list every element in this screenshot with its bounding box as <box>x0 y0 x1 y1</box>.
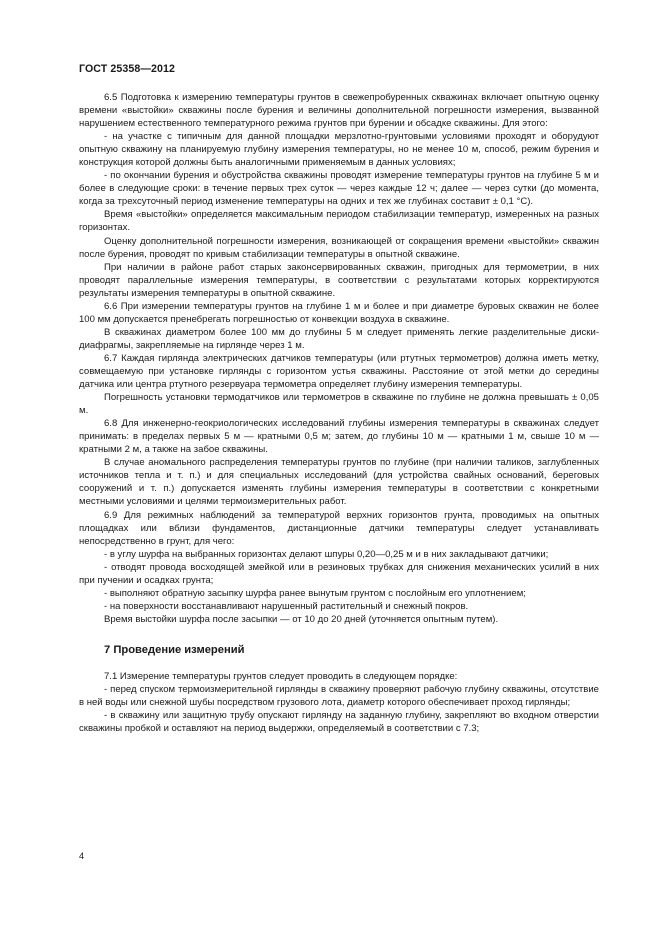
list-item: - на поверхности восстанавливают нарушенный растительный и снежный покров. <box>104 600 469 612</box>
paragraph-6-7: 6.7 Каждая гирлянда электрических датчиков температуры (или ртутных термометров) должна иметь метку, совмещаемую при установке гирлянды с горизонтом устья скважины. Расстояние от этой метки до середины датчика или центра ртутного резервуара термометра определяет глубину измерения температуры. <box>79 352 599 391</box>
page-number: 4 <box>79 851 85 861</box>
paragraph-6-8: 6.8 Для инженерно-геокриологических исследований глубины измерения температуры в скважинах следует принимать: в пределах первых 5 м — кратными 0,5 м; затем, до глубины 10 м — кратными 1 м, свыше 10 м — кратными 2 м, а также на забое скважины. <box>79 418 599 456</box>
paragraph-6-6: 6.6 При измерении температуры грунтов на глубине 1 м и более и при диаметре буровых скважин не более 100 мм допускается пренебрегать погрешностью от конвекции воздуха в скважине. <box>79 300 599 325</box>
paragraph-6-9: 6.9 Для режимных наблюдений за температурой верхних горизонтов грунта, проводимых на опытных площадках или вблизи фундаментов, дистанционные датчики температуры следует устанавливать непосредственно в грунт, для чего: <box>79 509 599 547</box>
paragraph-7-1: 7.1 Измерение температуры грунтов следует проводить в следующем порядке: <box>104 670 458 682</box>
paragraph: Погрешность установки термодатчиков или термометров в скважине по глубине не должна превышать ± 0,05 м. <box>79 392 599 417</box>
paragraph: Время «выстойки» определяется максимальным периодом стабилизации температур, измеренных на разных горизонтах. <box>79 209 599 234</box>
paragraph: В случае аномального распределения температуры грунтов по глубине (при наличии таликов, заглубленных источников тепла и т. п.) и для специальных исследований (для устройства свайных оснований, береговых сооружений и т. п.) допускается изменять глубины измерения температуры в соответствии с конкретными местными условиями и целями термоизмерительных работ. <box>79 457 599 508</box>
list-item: - перед спуском термоизмерительной гирлянды в скважину проверяют рабочую глубину скважины, отсутствие в ней воды или снежной шубы посредством грузового лота, диаметр которого обеспечивает проход гирлянды; <box>79 683 599 709</box>
list-item: - в углу шурфа на выбранных горизонтах делают шпуры 0,20—0,25 м и в них закладывают датчики; <box>104 548 549 560</box>
section-7-heading: 7 Проведение измерений <box>104 643 245 656</box>
list-item: - по окончании бурения и обустройства скважины проводят измерение температуры грунтов на глубине 5 м и более в следующие сроки: в течение первых трех суток — через каждые 12 ч; далее — через сутки (до момента, когда за трехсуточный период изменение температуры на одних и тех же глубинах составит ± 0,1 °С). <box>79 170 599 208</box>
paragraph: Время выстойки шурфа после засыпки — от 10 до 20 дней (уточняется опытным путем). <box>104 613 499 625</box>
paragraph: В скважинах диаметром более 100 мм до глубины 5 м следует применять легкие разделительные диски-диафрагмы, закрепляемые на гирлянде через 1 м. <box>79 326 599 351</box>
paragraph: При наличии в районе работ старых законсервированных скважин, пригодных для термометрии, в них проводят параллельные измерения температуры, в соответствии с результатами которых корректируются результаты измерения температуры в опытной скважине. <box>79 261 599 299</box>
document-body <box>79 91 599 735</box>
list-item: - отводят провода восходящей змейкой или в резиновых трубках для снижения механических усилий в них при пучении и осадках грунта; <box>79 561 599 586</box>
list-item: - в скважину или защитную трубу опускают гирлянду на заданную глубину, закрепляют во входном отверстии скважины пробкой и оставляют на период выдержки, определяемый в соответствии с 7.3; <box>79 710 599 735</box>
paragraph-6-5: 6.5 Подготовка к измерению температуры грунтов в свежепробуренных скважинах включает опытную оценку времени «выстойки» скважины после бурения и величины дополнительной погрешности измерения, вызванной нарушением естественного температурного режима грунтов при бурении и обсадке скважины. Для этого: <box>79 92 599 130</box>
paragraph: Оценку дополнительной погрешности измерения, возникающей от сокращения времени «выстойки» скважин после бурения, проводят по кривым стабилизации температуры в опытной скважине. <box>79 235 599 260</box>
standard-code-header: ГОСТ 25358—2012 <box>79 63 176 75</box>
list-item: - выполняют обратную засыпку шурфа ранее вынутым грунтом с послойным его уплотнением; <box>104 587 526 599</box>
list-item: - на участке с типичным для данной площадки мерзлотно-грунтовыми условиями проходят и оборудуют опытную скважину на планируемую глубину измерения температуры, но не менее 10 м, способ, режим бурения и конструкция которой должны быть аналогичными применяемым в данных условиях; <box>79 131 599 169</box>
